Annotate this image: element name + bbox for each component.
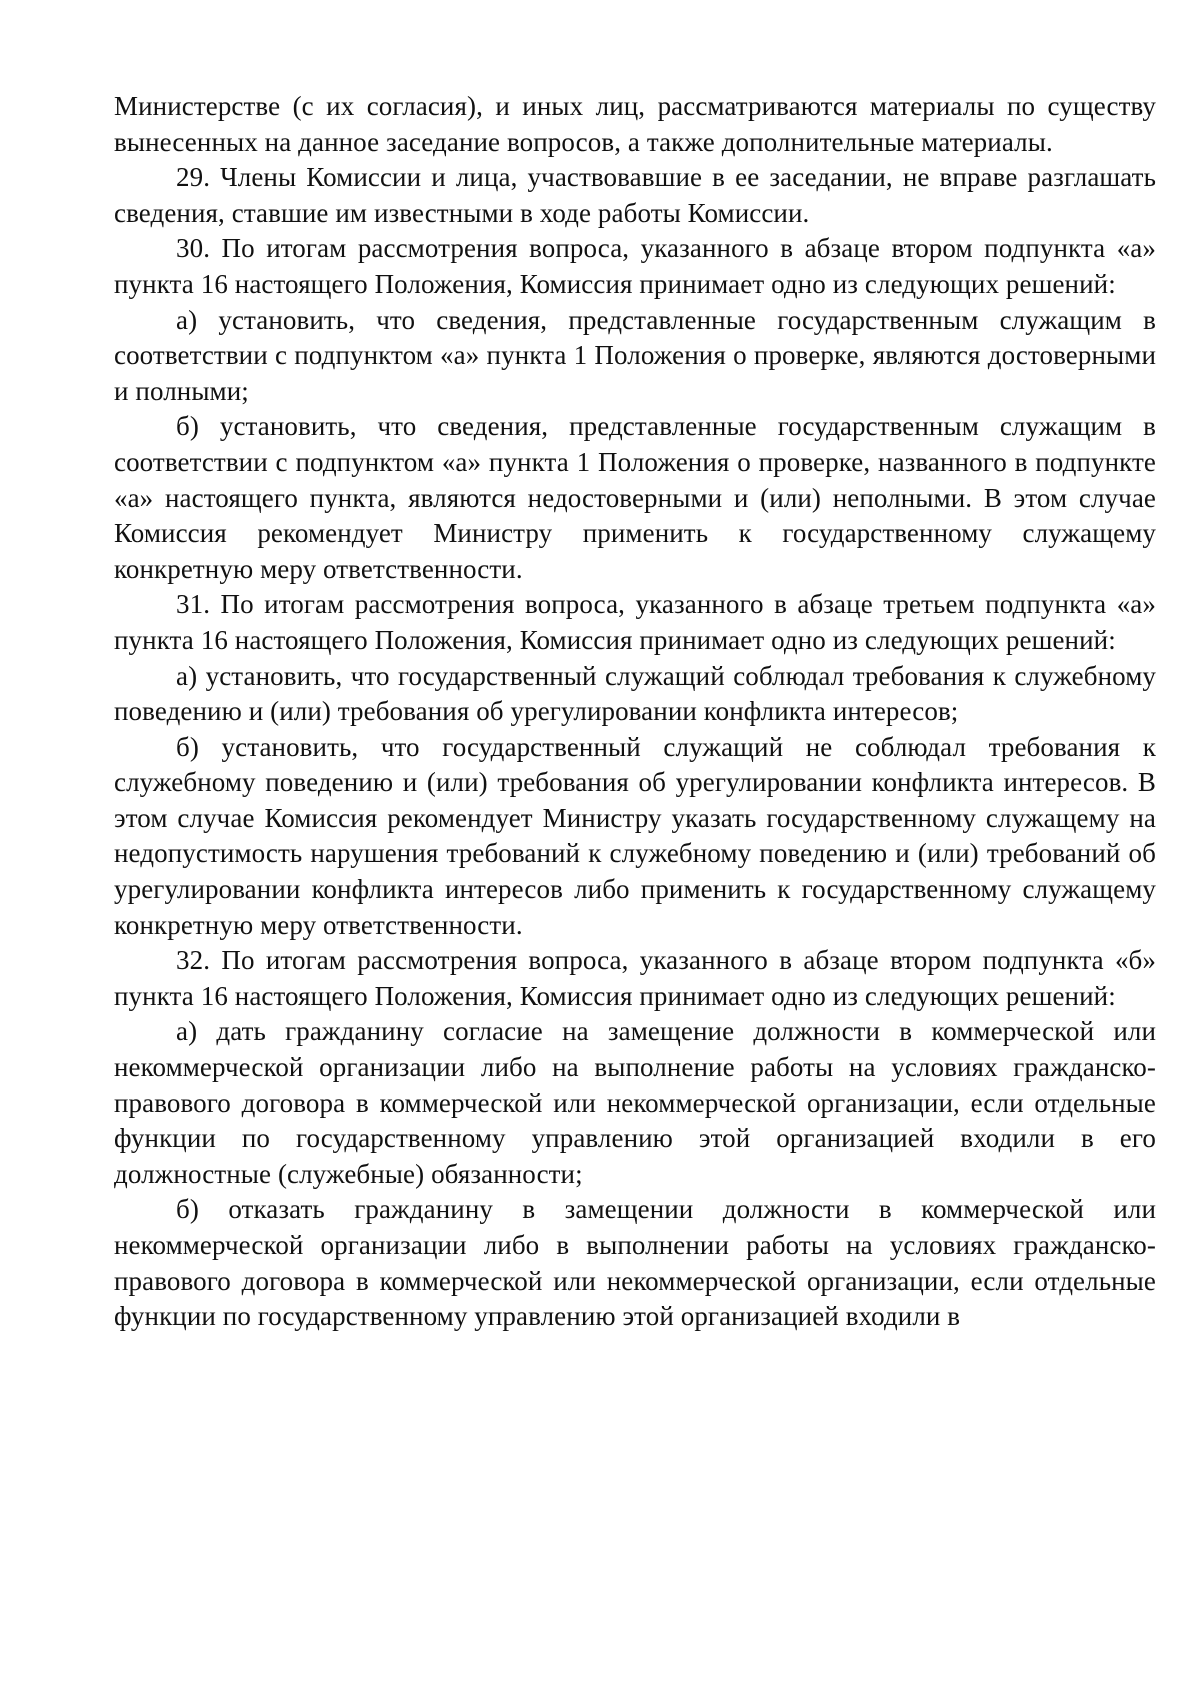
paragraph-32: 32. По итогам рассмотрения вопроса, указанного в абзаце втором подпункта «б» пункта 16 настоящего Положения, Комиссия принимает одно из следующих решений:	[114, 945, 1156, 1011]
paragraph-30-a: а) установить, что сведения, представленные государственным служащим в соответствии с подпунктом «а» пункта 1 Положения о проверке, являются достоверными и полными;	[114, 304, 1156, 406]
paragraph-30: 30. По итогам рассмотрения вопроса, указанного в абзаце втором подпункта «а» пункта 16 настоящего Положения, Комиссия принимает одно из следующих решений:	[114, 233, 1156, 299]
paragraph-30-b: б) установить, что сведения, представленные государственным служащим в соответствии с подпунктом «а» пункта 1 Положения о проверке, названного в подпункте «а» настоящего пункта, являются недостоверными и (или) неполными. В этом случае Комиссия рекомендует Министру применить к государственному служащему конкретную меру ответственности.	[114, 411, 1156, 584]
paragraph-32-a: а) дать гражданину согласие на замещение должности в коммерческой или некоммерческой организации либо на выполнение работы на условиях гражданско-правового договора в коммерческой или некоммерческой организации, если отдельные функции по государственному управлению этой организацией входили в его должностные (служебные) обязанности;	[114, 1016, 1156, 1189]
paragraph-31-b: б) установить, что государственный служащий не соблюдал требования к служебному поведению и (или) требования об урегулировании конфликта интересов. В этом случае Комиссия рекомендует Министру указать государственному служащему на недопустимость нарушения требований к служебному поведению и (или) требований об урегулировании конфликта интересов либо применить к государственному служащему конкретную меру ответственности.	[114, 731, 1156, 940]
paragraph-continuation: Министерстве (с их согласия), и иных лиц, рассматриваются материалы по существу вынесенных на данное заседание вопросов, а также дополнительные материалы.	[114, 91, 1156, 157]
document-body	[114, 89, 1156, 1335]
paragraph-29: 29. Члены Комиссии и лица, участвовавшие в ее заседании, не вправе разглашать сведения, ставшие им известными в ходе работы Комиссии.	[114, 162, 1156, 228]
paragraph-32-b: б) отказать гражданину в замещении должности в коммерческой или некоммерческой организации либо в выполнении работы на условиях гражданско-правового договора в коммерческой или некоммерческой организации, если отдельные функции по государственному управлению этой организацией входили в	[114, 1194, 1156, 1332]
paragraph-31: 31. По итогам рассмотрения вопроса, указанного в абзаце третьем подпункта «а» пункта 16 настоящего Положения, Комиссия принимает одно из следующих решений:	[114, 589, 1156, 655]
paragraph-31-a: а) установить, что государственный служащий соблюдал требования к служебному поведению и (или) требования об урегулировании конфликта интересов;	[114, 660, 1156, 727]
